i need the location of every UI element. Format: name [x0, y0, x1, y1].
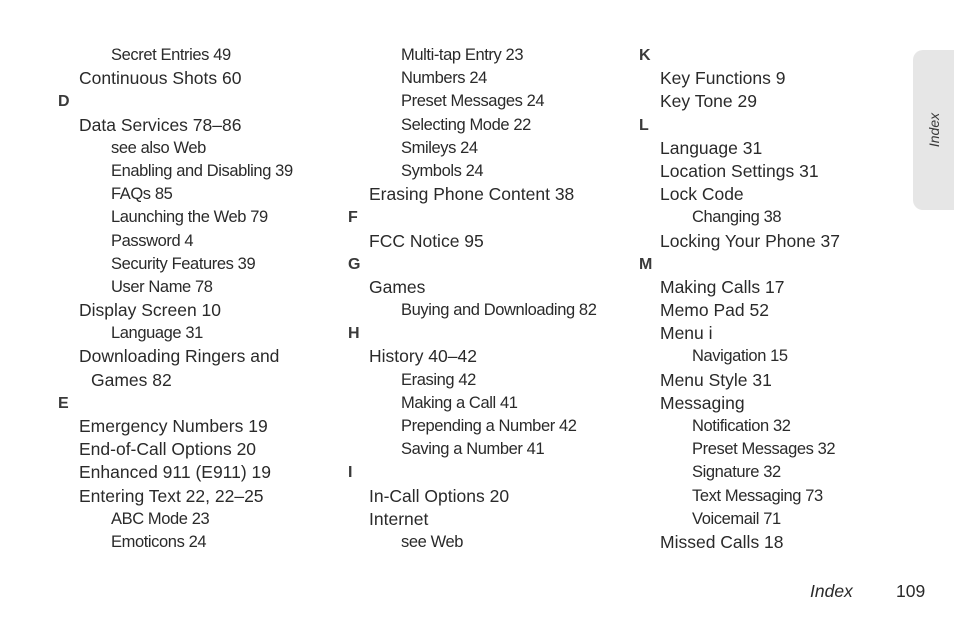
- index-subentry: Launching the Web 79: [111, 208, 268, 227]
- index-subentry: Making a Call 41: [401, 393, 518, 412]
- index-entry: Memo Pad 52: [660, 300, 769, 321]
- index-subentry: Voicemail 71: [692, 509, 781, 528]
- index-subentry: Symbols 24: [401, 161, 484, 180]
- index-column-2: [348, 44, 628, 554]
- index-subentry: Erasing 42: [401, 370, 476, 389]
- index-entry: Entering Text 22, 22–25: [79, 485, 264, 506]
- index-entry: Locking Your Phone 37: [660, 230, 841, 251]
- index-subentry: ABC Mode 23: [111, 509, 210, 528]
- index-entry: Missed Calls 18: [660, 531, 784, 552]
- index-subentry: Buying and Downloading 82: [401, 301, 597, 320]
- index-subentry: Selecting Mode 22: [401, 115, 531, 134]
- index-subentry: User Name 78: [111, 277, 213, 296]
- index-subentry: Prepending a Number 42: [401, 417, 577, 435]
- index-subentry: Security Features 39: [111, 254, 256, 273]
- index-letter-heading: H: [348, 325, 360, 343]
- index-entry: Location Settings 31: [660, 160, 819, 181]
- index-subentry: see also Web: [111, 138, 206, 157]
- index-entry: Erasing Phone Content 38: [369, 184, 575, 205]
- index-letter-heading: F: [348, 209, 358, 227]
- index-subentry: Saving a Number 41: [401, 440, 545, 459]
- index-entry: Games: [369, 276, 426, 297]
- index-subentry: see Web: [401, 532, 464, 551]
- index-letter-heading: I: [348, 464, 353, 482]
- index-letter-heading: G: [348, 255, 361, 273]
- index-entry: Internet: [369, 508, 429, 529]
- index-entry: Continuous Shots 60: [79, 68, 242, 89]
- index-entry: Menu i: [660, 323, 713, 344]
- index-entry: In-Call Options 20: [369, 485, 510, 506]
- index-subentry: Emoticons 24: [111, 532, 207, 551]
- index-entry: Making Calls 17: [660, 276, 785, 297]
- index-letter-heading: E: [58, 394, 69, 412]
- index-subentry: Password 4: [111, 231, 194, 250]
- index-subentry: Preset Messages 24: [401, 92, 545, 111]
- index-subentry: Enabling and Disabling 39: [111, 161, 293, 180]
- index-entry: Key Functions 9: [660, 68, 786, 89]
- index-subentry: Multi-tap Entry 23: [401, 46, 524, 64]
- index-subentry: Numbers 24: [401, 69, 487, 88]
- index-letter-heading: K: [639, 47, 651, 64]
- index-entry: Downloading Ringers and: [79, 346, 280, 367]
- section-side-tab: [913, 50, 954, 210]
- index-subentry: Smileys 24: [401, 138, 478, 157]
- index-subentry: Secret Entries 49: [111, 46, 231, 64]
- index-letter-heading: L: [639, 116, 649, 134]
- index-entry: Lock Code: [660, 184, 744, 205]
- index-entry: Emergency Numbers 19: [79, 416, 268, 436]
- index-entry: Language 31: [660, 137, 763, 158]
- index-column-3: [639, 44, 919, 554]
- index-entry: FCC Notice 95: [369, 230, 484, 251]
- index-entry: Messaging: [660, 392, 745, 413]
- index-entry: Games 82: [91, 369, 172, 390]
- index-subentry: Navigation 15: [692, 347, 788, 366]
- index-subentry: Notification 32: [692, 417, 791, 435]
- index-letter-heading: D: [58, 93, 70, 111]
- index-entry: Enhanced 911 (E911) 19: [79, 462, 271, 483]
- index-subentry: Changing 38: [692, 208, 782, 227]
- index-entry: End-of-Call Options 20: [79, 439, 257, 460]
- footer-section-name: Index: [810, 581, 853, 601]
- footer-page-number: 109: [896, 581, 926, 601]
- side-tab-label: Index: [925, 112, 942, 148]
- index-column-1: [58, 44, 338, 554]
- index-subentry: Language 31: [111, 324, 203, 343]
- index-subentry: Signature 32: [692, 463, 781, 482]
- index-subentry: Text Messaging 73: [692, 486, 823, 505]
- index-subentry: FAQs 85: [111, 185, 173, 204]
- index-entry: Display Screen 10: [79, 300, 222, 321]
- index-entry: Data Services 78–86: [79, 114, 242, 135]
- index-entry: Menu Style 31: [660, 369, 772, 390]
- index-entry: History 40–42: [369, 346, 477, 367]
- index-letter-heading: M: [639, 255, 653, 273]
- index-entry: Key Tone 29: [660, 91, 757, 112]
- index-subentry: Preset Messages 32: [692, 440, 836, 459]
